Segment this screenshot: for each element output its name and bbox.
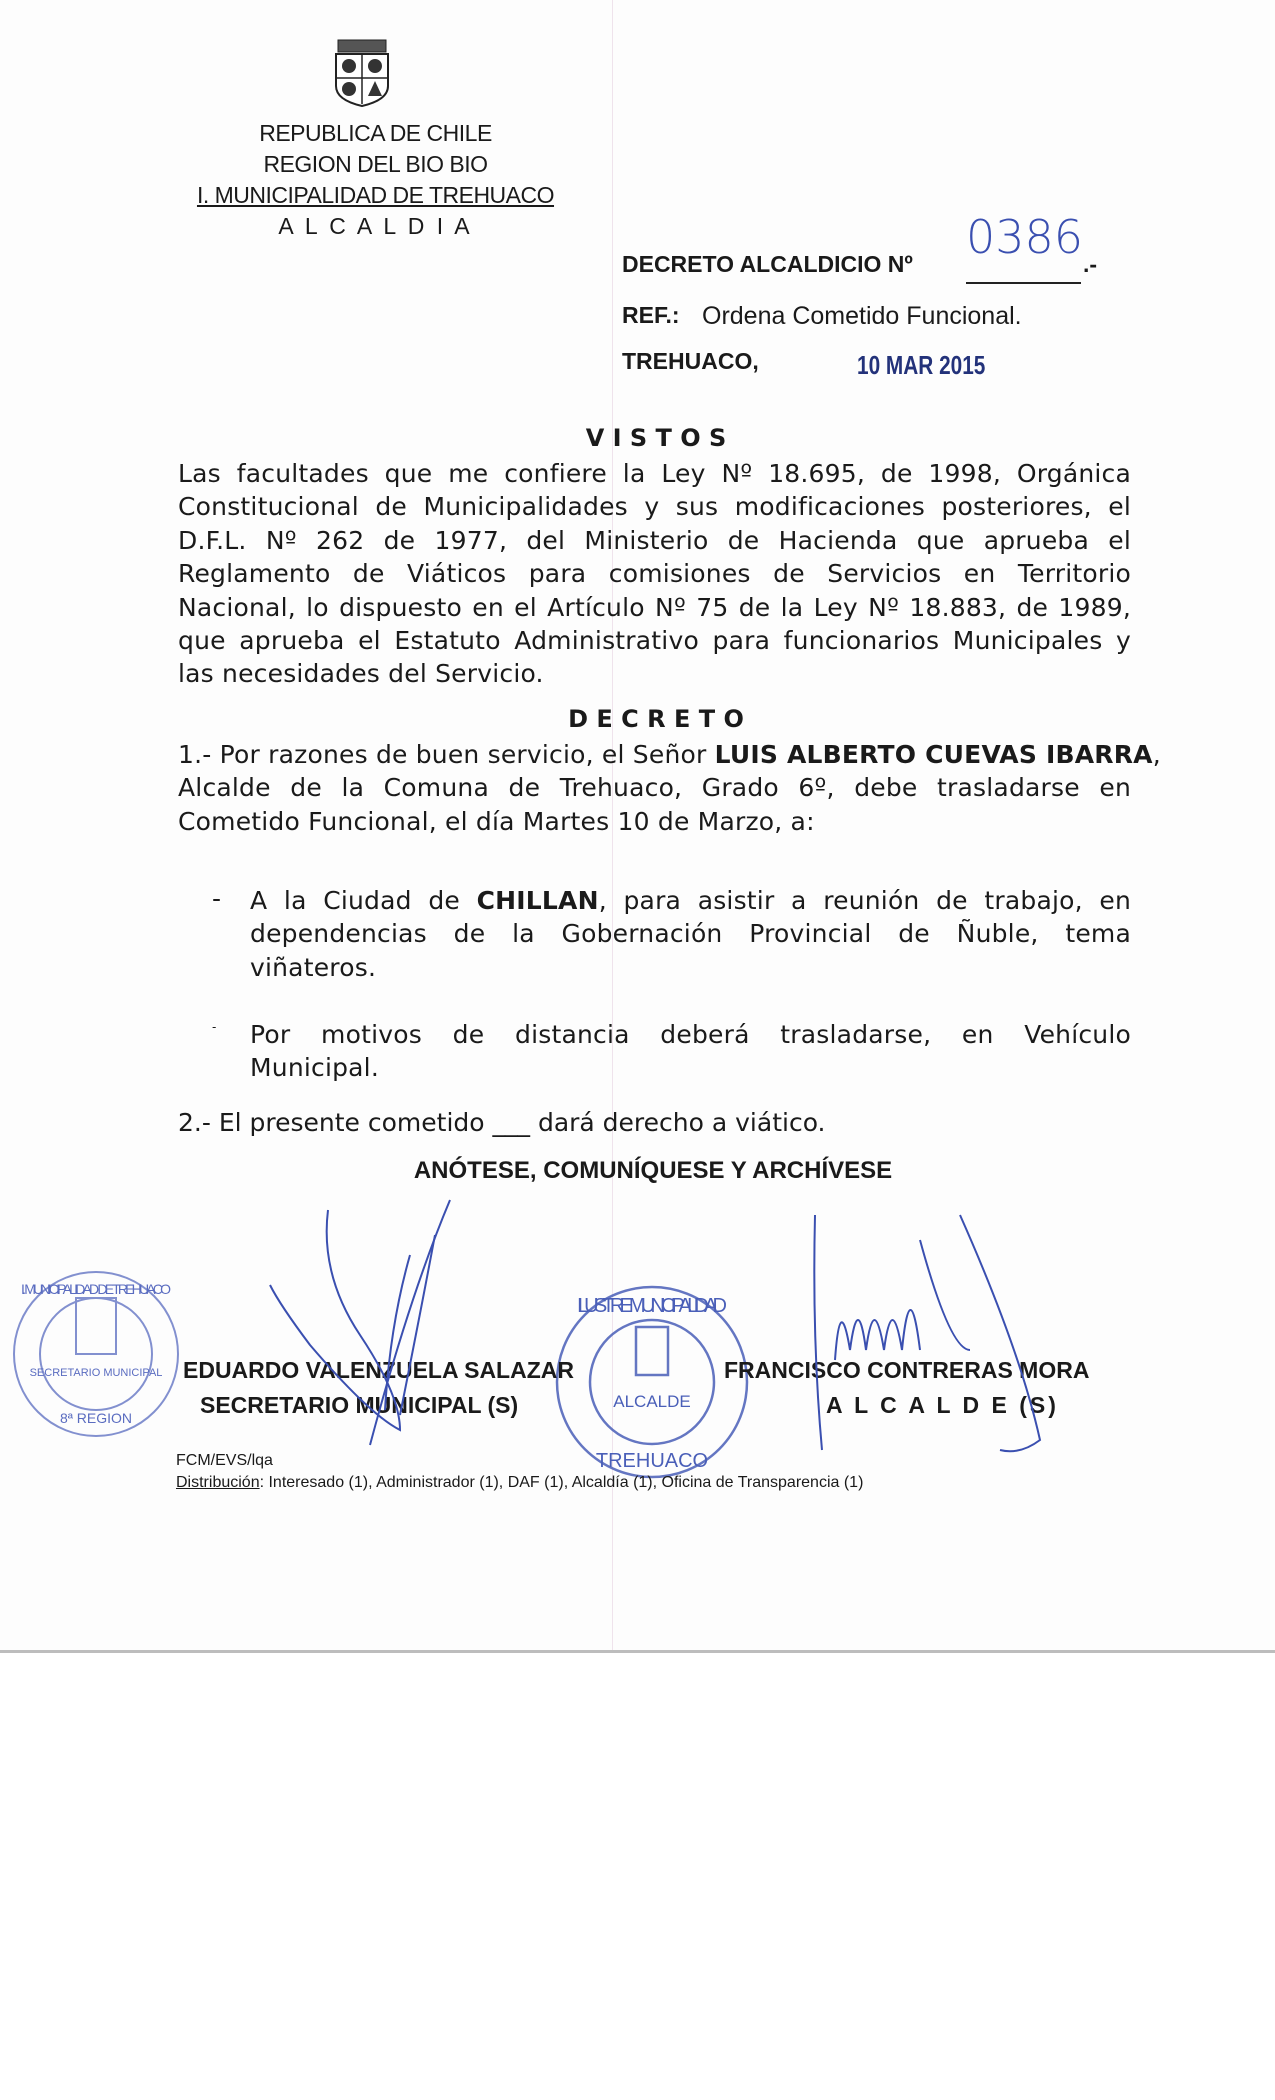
mayor-stamp-icon [552, 1282, 752, 1482]
p1-line-3: Cometido Funcional, el día Martes 10 de Marzo, a: [178, 806, 815, 836]
bullet1-text-2: , para asistir a reunión de trabajo, en [598, 886, 1131, 915]
footer-initials: FCM/EVS/lqa [176, 1452, 273, 1469]
stamp-ring-text: ILUSTRE MUNICIPALIDAD [577, 1295, 727, 1317]
vistos-line: D.F.L. Nº 262 de 1977, del Ministerio de Hacienda que aprueba el [178, 525, 1131, 555]
header-region: REGION DEL BIO BIO [263, 151, 488, 177]
secretary-signature-icon [250, 1195, 570, 1455]
secretary-stamp-icon [10, 1268, 182, 1440]
decreto-paragraph-2: 2.- El presente cometido ___ dará derecho a viático. [178, 1108, 826, 1137]
header-office: A L C A L D I A [278, 213, 473, 239]
bullet-item-transport [250, 1018, 1131, 1085]
header-country: REPUBLICA DE CHILE [259, 120, 492, 146]
secretary-title: SECRETARIO MUNICIPAL (S) [200, 1392, 519, 1418]
bullet-dash: - [212, 1020, 217, 1034]
vistos-line: Las facultades que me confiere la Ley Nº 18.695, de 1998, Orgánica [178, 459, 1131, 488]
header-municipality: I. MUNICIPALIDAD DE TREHUACO [196, 182, 555, 208]
distribution-text: : Interesado (1), Administrador (1), DAF (1), Alcaldía (1), Oficina de Transparencia (1) [259, 1474, 864, 1491]
distribution-label: Distribución [176, 1474, 260, 1491]
bullet-dash: - [212, 884, 222, 913]
ref-label: REF.: [622, 302, 680, 328]
vistos-line: Constitucional de Municipalidades y sus modificaciones posteriores, el [178, 492, 1131, 522]
destination-city: CHILLAN [476, 886, 599, 915]
stamp-center-text: ALCALDE [613, 1392, 691, 1411]
secretary-name: EDUARDO VALENZUELA SALAZAR [183, 1357, 574, 1383]
ref-text: Ordena Cometido Funcional. [702, 302, 1022, 330]
stamp-bottom-text: TREHUACO [595, 1450, 709, 1472]
vistos-line: que aprueba el Estatuto Administrativo para funcionarios Municipales y [178, 626, 1131, 656]
bullet1-line-2: dependencias de la Gobernación Provincial de Ñuble, tema [250, 919, 1131, 949]
p1-text: 1.- Por razones de buen servicio, el Señor [178, 740, 715, 769]
date-stamp: 10 MAR 2015 [857, 350, 986, 380]
mayor-name: FRANCISCO CONTRERAS MORA [724, 1357, 1090, 1383]
place-label: TREHUACO, [622, 348, 759, 374]
bullet1-line-3: viñateros. [250, 952, 377, 982]
stamp-center-text: SECRETARIO MUNICIPAL [29, 1367, 163, 1379]
decree-number-handwritten: 0386 [966, 210, 1084, 264]
p1-line-2: Alcalde de la Comuna de Trehuaco, Grado 6º, debe trasladarse en [178, 773, 1131, 803]
decree-number-underline [966, 282, 1081, 284]
bullet2-line-1: Por motivos de distancia deberá trasladarse, en Vehículo [250, 1020, 1131, 1049]
decreto-title: D E C R E T O [568, 705, 744, 733]
bullet1-text: A la Ciudad de [250, 886, 477, 915]
decree-number-suffix: .- [1083, 251, 1098, 277]
vistos-title: V I S T O S [585, 424, 727, 452]
closing-formula: ANÓTESE, COMUNÍQUESE Y ARCHÍVESE [413, 1157, 893, 1184]
vistos-paragraph [178, 457, 1131, 691]
official-name: LUIS ALBERTO CUEVAS IBARRA [714, 740, 1153, 769]
bullet2-line-2: Municipal. [250, 1053, 379, 1083]
p1-comma: , [1152, 740, 1161, 769]
municipal-crest-icon [330, 38, 394, 108]
mayor-title: A L C A L D E (S) [826, 1392, 1059, 1418]
decree-number-label: DECRETO ALCALDICIO Nº [622, 251, 913, 277]
footer-distribution [176, 1474, 863, 1492]
stamp-ring-text: I. MUNICIPALIDAD DE TREHUACO [21, 1281, 171, 1297]
vistos-line: las necesidades del Servicio. [178, 659, 544, 689]
vistos-line: Reglamento de Viáticos para comisiones de Servicios en Territorio [178, 559, 1131, 589]
stamp-bottom-text: 8ª REGION [59, 1410, 133, 1426]
vistos-line: Nacional, lo dispuesto en el Artículo Nº 75 de la Ley Nº 18.883, de 1989, [178, 592, 1131, 622]
bullet-item-destination [250, 884, 1131, 984]
decreto-paragraph-1 [178, 738, 1161, 838]
mayor-signature-icon [800, 1210, 1060, 1460]
